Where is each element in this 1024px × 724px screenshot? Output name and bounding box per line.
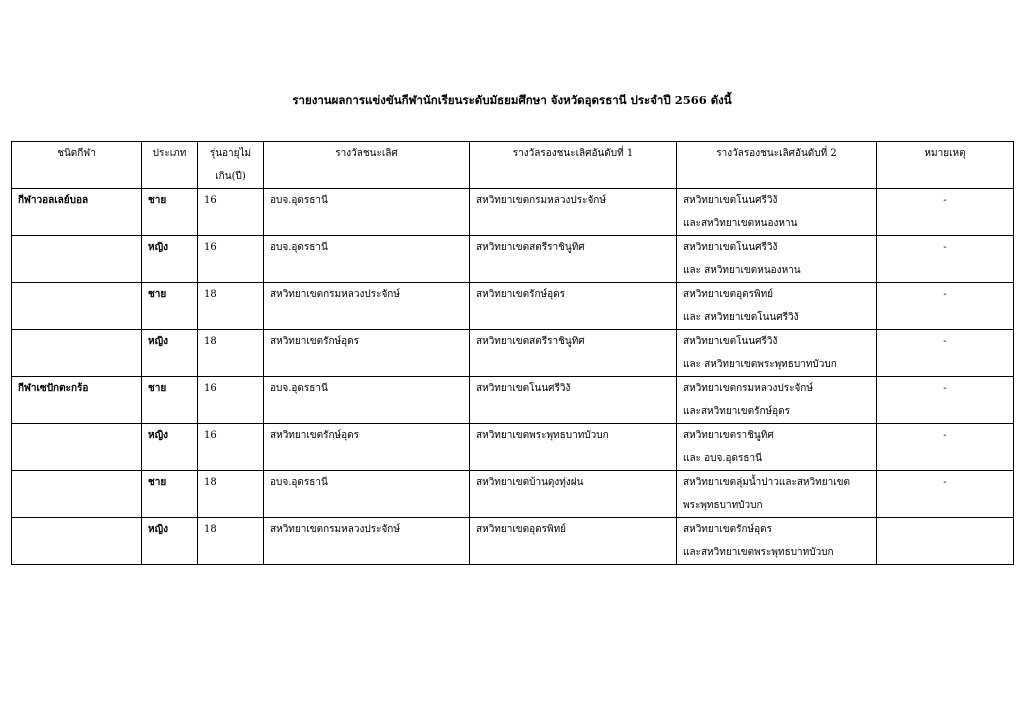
cell-runner1: สหวิทยาเขตบ้านดุงทุ่งฝน <box>470 471 677 518</box>
cell-age: 18 <box>198 330 264 377</box>
header-age <box>198 142 264 189</box>
results-table <box>11 141 1014 565</box>
cell-sport <box>12 236 142 283</box>
cell-note: - <box>877 377 1014 424</box>
cell-runner1: สหวิทยาเขตโนนศรีวิงั <box>470 377 677 424</box>
runner2-line1: สหวิทยาเขตราชินูทิศ <box>683 430 774 441</box>
runner2-line2: และสหวิทยาเขตพระพุทธบาทบัวบก <box>683 547 834 558</box>
cell-type: หญิง <box>142 518 198 565</box>
cell-age: 18 <box>198 518 264 565</box>
cell-sport <box>12 471 142 518</box>
header-runner2: รางวัลรองชนะเลิศอันดับที่ 2 <box>677 142 877 189</box>
header-winner: รางวัลชนะเลิศ <box>264 142 470 189</box>
header-row <box>12 142 1014 189</box>
runner2-line2: และ อบจ.อุดรธานี <box>683 453 762 464</box>
cell-note: - <box>877 330 1014 377</box>
cell-age: 18 <box>198 471 264 518</box>
cell-age: 16 <box>198 424 264 471</box>
cell-age: 18 <box>198 283 264 330</box>
table-row <box>12 518 1014 565</box>
runner2-line1: สหวิทยาเขตรักษ์อุดร <box>683 524 773 535</box>
cell-winner: อบจ.อุดรธานี <box>264 471 470 518</box>
table-row <box>12 189 1014 236</box>
table-row <box>12 236 1014 283</box>
cell-note: - <box>877 471 1014 518</box>
cell-runner1: สหวิทยาเขตกรมหลวงประจักษ์ <box>470 189 677 236</box>
table-row <box>12 330 1014 377</box>
table-row <box>12 424 1014 471</box>
cell-sport <box>12 518 142 565</box>
cell-sport <box>12 283 142 330</box>
cell-runner2 <box>677 283 877 330</box>
cell-type: หญิง <box>142 330 198 377</box>
cell-age: 16 <box>198 236 264 283</box>
cell-note: - <box>877 424 1014 471</box>
cell-winner: สหวิทยาเขตกรมหลวงประจักษ์ <box>264 518 470 565</box>
table-row <box>12 471 1014 518</box>
runner2-line1: สหวิทยาเขตลุ่มน้ำปาวและสหวิทยาเขต <box>683 477 850 488</box>
header-sport: ชนิดกีฬา <box>12 142 142 189</box>
runner2-line2: และสหวิทยาเขตรักษ์อุดร <box>683 406 790 417</box>
cell-runner2 <box>677 424 877 471</box>
cell-age: 16 <box>198 377 264 424</box>
runner2-line2: และ สหวิทยาเขตพระพุทธบาทบัวบก <box>683 359 837 370</box>
cell-runner1: สหวิทยาเขตอุดรพิทย์ <box>470 518 677 565</box>
runner2-line1: สหวิทยาเขตโนนศรีวิงั <box>683 195 778 206</box>
runner2-line1: สหวิทยาเขตอุดรพิทย์ <box>683 289 774 300</box>
cell-runner2 <box>677 518 877 565</box>
report-title: รายงานผลการแข่งขันกีฬานักเรียนระดับมัธยมศึกษา จังหวัดอุดรธานี ประจำปี 2566 ดังนี้ <box>292 93 732 107</box>
runner2-line1: สหวิทยาเขตโนนศรีวิงั <box>683 242 778 253</box>
header-age-line1: รุ่นอายุไม่ <box>209 148 252 159</box>
cell-runner2 <box>677 236 877 283</box>
cell-winner: สหวิทยาเขตกรมหลวงประจักษ์ <box>264 283 470 330</box>
cell-winner: อบจ.อุดรธานี <box>264 189 470 236</box>
runner2-line2: พระพุทธบาทบัวบก <box>683 500 763 511</box>
cell-sport: กีฬาเซปักตะกร้อ <box>12 377 142 424</box>
table-row <box>12 283 1014 330</box>
cell-sport <box>12 330 142 377</box>
runner2-line2: และ สหวิทยาเขตหนองหาน <box>683 265 801 276</box>
cell-sport: กีฬาวอลเลย์บอล <box>12 189 142 236</box>
header-type: ประเภท <box>142 142 198 189</box>
cell-winner: สหวิทยาเขตรักษ์อุดร <box>264 424 470 471</box>
runner2-line1: สหวิทยาเขตกรมหลวงประจักษ์ <box>683 383 813 394</box>
cell-runner2 <box>677 189 877 236</box>
runner2-line1: สหวิทยาเขตโนนศรีวิงั <box>683 336 778 347</box>
cell-type: ชาย <box>142 471 198 518</box>
cell-age: 16 <box>198 189 264 236</box>
cell-type: ชาย <box>142 377 198 424</box>
cell-runner2 <box>677 471 877 518</box>
header-age-line2: เกิน(ปี) <box>215 171 246 182</box>
cell-note <box>877 518 1014 565</box>
cell-winner: อบจ.อุดรธานี <box>264 236 470 283</box>
table-row <box>12 377 1014 424</box>
header-note: หมายเหตุ <box>877 142 1014 189</box>
runner2-line2: และ สหวิทยาเขตโนนศรีวิงั <box>683 312 799 323</box>
runner2-line2: และสหวิทยาเขตหนองหาน <box>683 218 798 229</box>
cell-runner2 <box>677 377 877 424</box>
cell-runner1: สหวิทยาเขตรักษ์อุดร <box>470 283 677 330</box>
cell-runner1: สหวิทยาเขตพระพุทธบาทบัวบก <box>470 424 677 471</box>
cell-winner: สหวิทยาเขตรักษ์อุดร <box>264 330 470 377</box>
header-runner1: รางวัลรองชนะเลิศอันดับที่ 1 <box>470 142 677 189</box>
cell-runner1: สหวิทยาเขตสตรีราชินูทิศ <box>470 236 677 283</box>
cell-runner2 <box>677 330 877 377</box>
cell-runner1: สหวิทยาเขตสตรีราชินูทิศ <box>470 330 677 377</box>
cell-note: - <box>877 189 1014 236</box>
cell-sport <box>12 424 142 471</box>
cell-type: หญิง <box>142 236 198 283</box>
cell-note: - <box>877 283 1014 330</box>
cell-type: หญิง <box>142 424 198 471</box>
cell-type: ชาย <box>142 283 198 330</box>
cell-winner: อบจ.อุดรธานี <box>264 377 470 424</box>
cell-note: - <box>877 236 1014 283</box>
cell-type: ชาย <box>142 189 198 236</box>
